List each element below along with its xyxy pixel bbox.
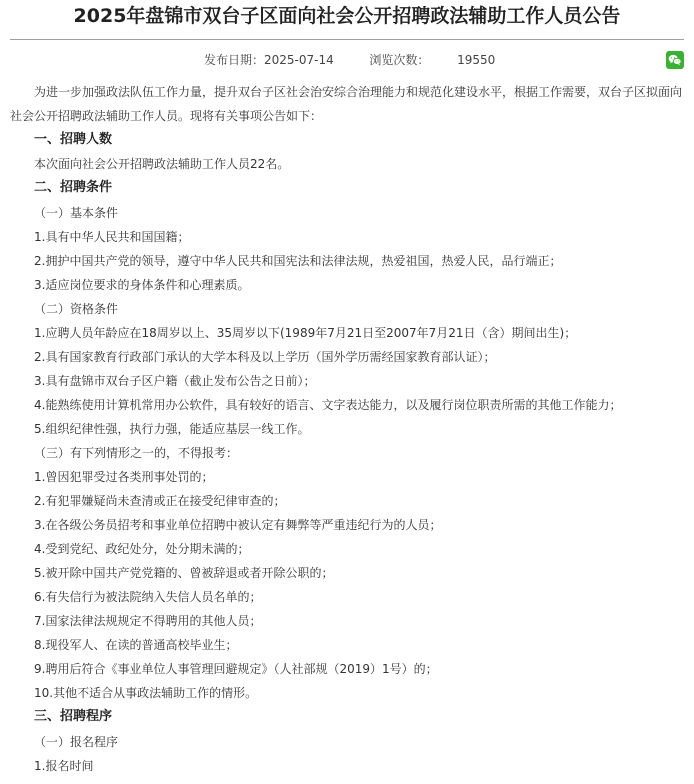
list-item: 6.有失信行为被法院纳入失信人员名单的；	[34, 590, 262, 604]
wechat-share-button[interactable]	[666, 51, 684, 69]
list-item: 3.适应岗位要求的身体条件和心理素质。	[34, 278, 250, 292]
exclusion-title: （三）有下列情形之一的，不得报考：	[34, 446, 239, 460]
list-item: 2.具有国家教育行政部门承认的大学本科及以上学历（国外学历需经国家教育部认证）；	[34, 350, 496, 364]
page-title: 2025年盘锦市双台子区面向社会公开招聘政法辅助工作人员公告	[73, 5, 621, 27]
qualification-title: （二）资格条件	[34, 302, 119, 316]
views-label: 浏览次数：	[369, 53, 430, 67]
list-item: 3.在各级公务员招考和事业单位招聘中被认定有舞弊等严重违纪行为的人员；	[34, 518, 442, 532]
article-meta	[204, 52, 495, 68]
list-item: 1.曾因犯罪受过各类刑事处罚的；	[34, 470, 214, 484]
recruit-count: 本次面向社会公开招聘政法辅助工作人员22名。	[34, 157, 290, 171]
publish-date: 发布日期：2025-07-14	[204, 53, 334, 67]
list-item: 10.其他不适合从事政法辅助工作的情形。	[34, 686, 258, 700]
list-item: 5.被开除中国共产党党籍的、曾被辞退或者开除公职的；	[34, 566, 334, 580]
wechat-icon	[666, 51, 684, 69]
list-item: 8.现役军人、在读的普通高校毕业生；	[34, 638, 238, 652]
list-item: 2.拥护中国共产党的领导，遵守中华人民共和国宪法和法律法规，热爱祖国，热爱人民，品行端正；	[34, 254, 562, 268]
section-heading-3: 三、招聘程序	[34, 709, 113, 724]
list-item: 4.受到党纪、政纪处分，处分期未满的；	[34, 542, 250, 556]
section-heading-1: 一、招聘人数	[34, 132, 113, 147]
basic-conditions-title: （一）基本条件	[34, 206, 119, 220]
title-divider	[10, 39, 684, 40]
list-item: 5.组织纪律性强，执行力强，能适应基层一线工作。	[34, 422, 310, 436]
list-item: 7.国家法律法规规定不得聘用的其他人员；	[34, 614, 262, 628]
intro-paragraph-line-2: 社会公开招聘政法辅助工作人员。现将有关事项公告如下：	[10, 109, 323, 123]
list-item: 1.应聘人员年龄应在18周岁以上、35周岁以下(1989年7月21日至2007年7月21日（含）期间出生)；	[34, 326, 577, 340]
procedure-title: （一）报名程序	[34, 735, 119, 749]
intro-paragraph-line-1: 为进一步加强政法队伍工作力量，提升双台子区社会治安综合治理能力和规范化建设水平，根据工作需要，双台子区拟面向	[34, 85, 683, 99]
section-heading-2: 二、招聘条件	[34, 180, 113, 195]
list-item: 2.有犯罪嫌疑尚未查清或正在接受纪律审查的；	[34, 494, 286, 508]
list-item: 1.具有中华人民共和国国籍；	[34, 230, 190, 244]
list-item: 9.聘用后符合《事业单位人事管理回避规定》（人社部规（2019）1号）的；	[34, 662, 438, 676]
list-item: 1.报名时间	[34, 759, 94, 773]
list-item: 3.具有盘锦市双台子区户籍（截止发布公告之日前）；	[34, 374, 316, 388]
views-count: 19550	[457, 53, 496, 67]
list-item: 4.能熟练使用计算机常用办公软件，具有较好的语言、文字表达能力，以及履行岗位职责所需的其他工作能力；	[34, 398, 622, 412]
